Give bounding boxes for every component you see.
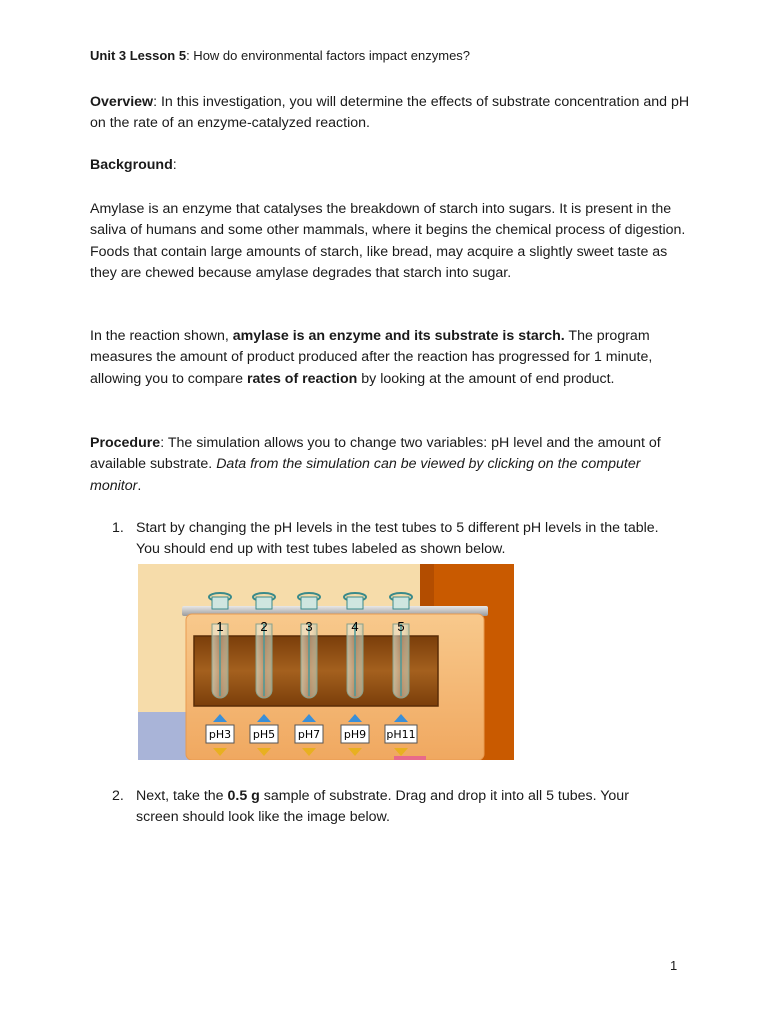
step-text: Start by changing the pH levels in the test tubes to 5 different pH levels in the table. You should end up with test tubes labeled as shown below. [136,520,659,558]
background-heading [90,155,690,176]
tube-number: 1 [216,619,224,634]
tube-number: 5 [397,619,405,634]
ph-label: pH7 [297,728,321,741]
background-colon: : [172,157,177,173]
reaction-bold-2: rates of reaction [246,370,358,387]
tube-number: 3 [305,619,313,634]
simulation-svg [138,564,514,760]
reaction-bold-1: amylase is an enzyme and its substrate is starch. [232,328,565,344]
tube-neck [212,597,228,609]
step-2-text-1: Next, take the [136,788,228,804]
page-number: 1 [670,958,678,973]
unit-lesson-label: Unit 3 Lesson 5 [90,48,187,63]
reaction-text-1: In the reaction shown, [90,328,233,344]
tube-neck [393,597,409,609]
step-number: 2. [112,788,124,804]
tube-number: 2 [260,619,268,634]
procedure-text: : The simulation allows you to change two variables: pH level and the amount of available substrate. [90,435,661,473]
overview-paragraph [90,92,690,135]
procedure-end: . [137,477,142,494]
ph-label: pH3 [208,728,232,741]
step-text [136,786,672,829]
simulation-image [138,564,514,760]
ph-label: pH9 [343,728,367,741]
amylase-paragraph: Amylase is an enzyme that catalyses the breakdown of starch into sugars. It is present in the saliva of humans and some other mammals, where it begins the chemical process of digestion. Foods that contain large amounts of starch, like bread, may acquire a slightly sweet taste as they are chewed because amylase degrades that starch into sugar. [90,201,686,281]
reaction-text-3: by looking at the amount of end product. [357,370,615,387]
step-2-text-2: sample of substrate. Drag and drop it into all 5 tubes. Your screen should look like the image below. [136,788,629,826]
overview-text: : In this investigation, you will determine the effects of substrate concentration and pH on the rate of an enzyme-catalyzed reaction. [90,94,690,132]
bottom-tab [394,756,426,760]
lesson-question: : How do environmental factors impact enzymes? [186,48,471,63]
step-2-bold: 0.5 g [227,788,260,804]
overview-label: Overview [90,94,154,110]
procedure-paragraph [90,433,690,497]
reaction-text-2: The program measures the amount of product produced after the reaction has progressed for 1 minute, allowing you to compare [90,328,653,387]
tube-neck [256,597,272,609]
procedure-label: Procedure [90,435,161,451]
reaction-paragraph [90,326,690,390]
procedure-italic: Data from the simulation can be viewed by clicking on the computer monitor [90,456,641,494]
tube-neck [347,597,363,609]
ph-label: pH5 [252,728,276,741]
step-number: 1. [112,520,124,536]
lesson-title [90,47,470,64]
background-label: Background [90,157,173,173]
ph-label: pH11 [386,728,416,741]
tube-number: 4 [351,619,359,634]
tube-neck [301,597,317,609]
